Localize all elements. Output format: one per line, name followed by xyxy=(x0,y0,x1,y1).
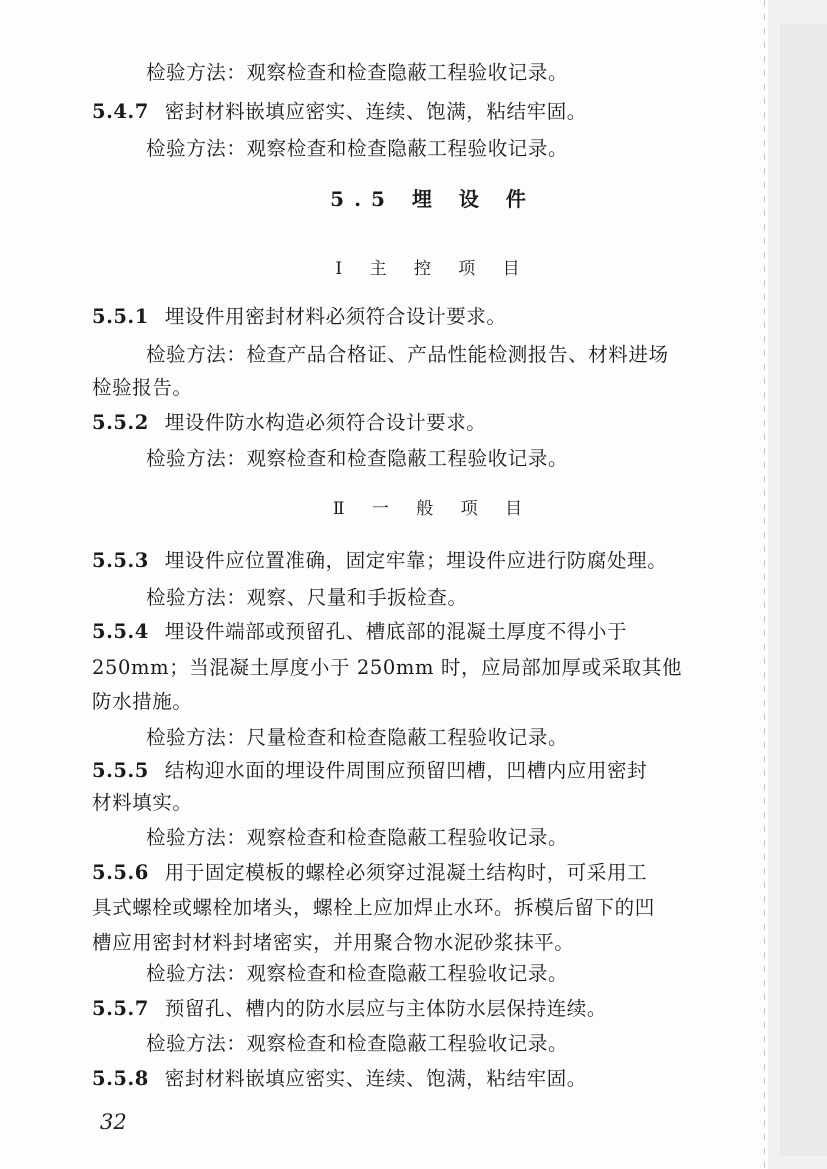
clause-number: 5.5.5 xyxy=(92,759,149,782)
clause-text: 密封材料嵌填应密实、连续、饱满，粘结牢固。 xyxy=(164,100,587,123)
clause-number: 5.4.7 xyxy=(92,100,149,123)
clause-5-5-4-cont1: 250mm；当混凝土厚度小于 250mm 时，应局部加厚或采取其他 xyxy=(92,656,683,679)
inspection-method-553: 检验方法：观察、尺量和手扳检查。 xyxy=(146,586,468,609)
clause-5-5-6-cont1: 具式螺栓或螺栓加堵头，螺栓上应加焊止水环。拆模后留下的凹 xyxy=(92,896,655,919)
inspection-method-557: 检验方法：观察检查和检查隐蔽工程验收记录。 xyxy=(146,1032,569,1055)
clause-text: 预留孔、槽内的防水层应与主体防水层保持连续。 xyxy=(164,997,607,1020)
clause-5-5-6-cont2: 槽应用密封材料封堵密实，并用聚合物水泥砂浆抹平。 xyxy=(92,931,575,954)
clause-number: 5.5.4 xyxy=(92,620,149,643)
inspection-method-554: 检验方法：尺量检查和检查隐蔽工程验收记录。 xyxy=(146,726,569,749)
clause-text: 埋设件用密封材料必须符合设计要求。 xyxy=(164,305,507,328)
subsection-title-general: Ⅱ 一 般 项 目 xyxy=(332,499,534,519)
clause-text: 结构迎水面的埋设件周围应预留凹槽，凹槽内应用密封 xyxy=(164,759,648,782)
clause-5-5-5 xyxy=(92,759,647,783)
scan-margin xyxy=(768,0,827,1169)
inspection-method-547-prev: 检验方法：观察检查和检查隐蔽工程验收记录。 xyxy=(146,61,569,84)
section-title: 5.5 埋 设 件 xyxy=(330,187,536,211)
clause-5-5-3 xyxy=(92,549,667,573)
clause-5-5-4 xyxy=(92,620,627,644)
clause-number: 5.5.7 xyxy=(92,997,149,1020)
clause-text: 埋设件端部或预留孔、槽底部的混凝土厚度不得小于 xyxy=(164,620,628,643)
scan-edge-line xyxy=(764,0,765,1169)
clause-text: 用于固定模板的螺栓必须穿过混凝土结构时，可采用工 xyxy=(164,861,648,884)
inspection-method-551: 检验方法：检查产品合格证、产品性能检测报告、材料进场 xyxy=(146,343,669,366)
scan-margin-strip xyxy=(780,24,827,1156)
clause-number: 5.5.2 xyxy=(92,411,149,434)
clause-text: 埋设件防水构造必须符合设计要求。 xyxy=(164,411,487,434)
inspection-method-551-cont: 检验报告。 xyxy=(92,376,193,399)
clause-number: 5.5.1 xyxy=(92,305,149,328)
clause-number: 5.5.6 xyxy=(92,861,149,884)
clause-text: 埋设件应位置准确，固定牢靠；埋设件应进行防腐处理。 xyxy=(164,549,668,572)
clause-5-5-6 xyxy=(92,861,647,885)
page-number: 32 xyxy=(100,1110,127,1134)
clause-5-5-8 xyxy=(92,1067,587,1091)
clause-5-5-7 xyxy=(92,997,607,1021)
clause-5-5-2 xyxy=(92,411,486,435)
clause-text: 密封材料嵌填应密实、连续、饱满，粘结牢固。 xyxy=(164,1067,587,1090)
clause-5-5-4-cont2: 防水措施。 xyxy=(92,690,193,713)
inspection-method-556: 检验方法：观察检查和检查隐蔽工程验收记录。 xyxy=(146,962,569,985)
clause-5-5-1 xyxy=(92,305,507,329)
inspection-method-547: 检验方法：观察检查和检查隐蔽工程验收记录。 xyxy=(146,137,569,160)
clause-number: 5.5.3 xyxy=(92,549,149,572)
subsection-title-main-control: Ⅰ 主 控 项 目 xyxy=(335,259,531,279)
clause-5-5-5-cont1: 材料填实。 xyxy=(92,791,193,814)
clause-number: 5.5.8 xyxy=(92,1067,149,1090)
inspection-method-552: 检验方法：观察检查和检查隐蔽工程验收记录。 xyxy=(146,447,569,470)
inspection-method-555: 检验方法：观察检查和检查隐蔽工程验收记录。 xyxy=(146,826,569,849)
clause-5-4-7 xyxy=(92,100,587,124)
